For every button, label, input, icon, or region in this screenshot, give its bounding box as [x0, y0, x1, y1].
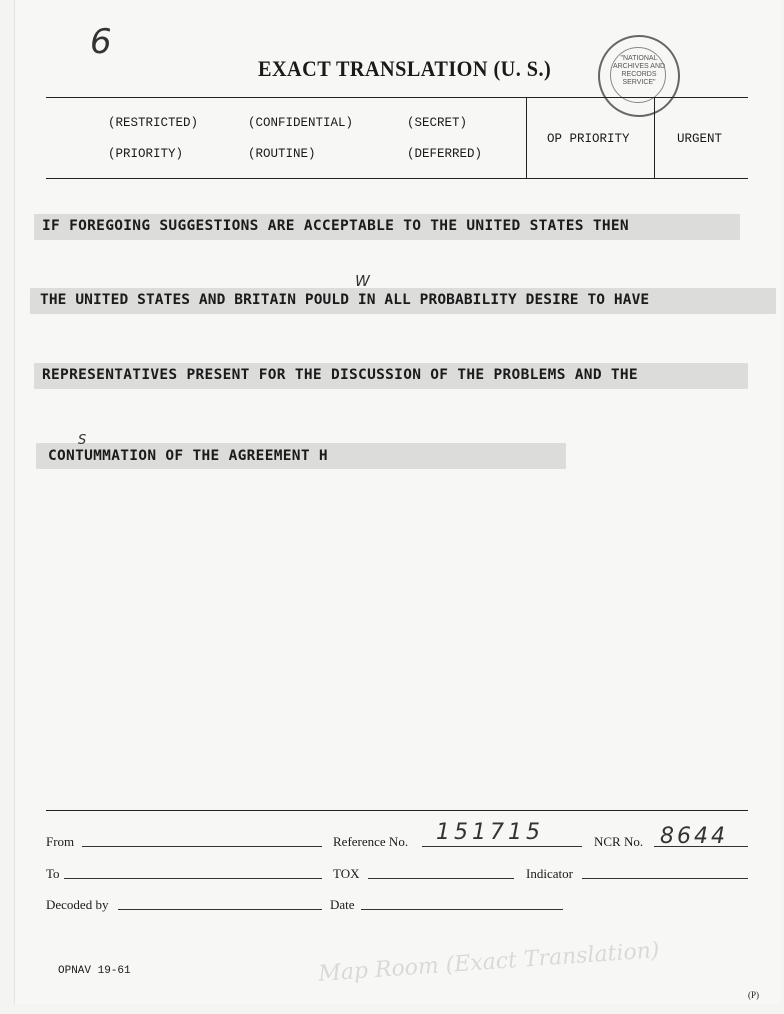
date-line	[361, 909, 563, 910]
ncr-value: 8644	[660, 824, 728, 849]
header-divider-1	[526, 97, 527, 179]
header-top-rule	[46, 97, 748, 98]
reference-line	[422, 846, 582, 847]
class-deferred: (DEFERRED)	[407, 147, 483, 161]
corner-code: (P)	[748, 990, 759, 1000]
date-label: Date	[330, 897, 355, 912]
header-divider-2	[654, 97, 655, 179]
indicator-label: Indicator	[526, 866, 573, 881]
message-line-2: THE UNITED STATES AND BRITAIN POULD IN ALL PROBABILITY DESIRE TO HAVE	[40, 292, 650, 308]
footer-top-rule	[46, 810, 748, 811]
handwritten-correction-w: W	[355, 272, 370, 290]
decoded-by-line	[118, 909, 322, 910]
class-confidential: (CONFIDENTIAL)	[248, 116, 354, 130]
handwritten-correction-s: S	[78, 433, 87, 448]
stamp-text: "NATIONAL ARCHIVES AND RECORDS SERVICE"	[612, 55, 666, 86]
to-line	[64, 878, 322, 879]
to-label: To	[46, 866, 60, 881]
class-urgent: URGENT	[677, 132, 723, 146]
class-routine: (ROUTINE)	[248, 147, 316, 161]
handwritten-page-number: 6	[90, 22, 112, 62]
document-title: EXACT TRANSLATION (U. S.)	[258, 56, 552, 81]
class-op-priority: OP PRIORITY	[547, 132, 630, 146]
class-secret: (SECRET)	[407, 116, 468, 130]
from-label: From	[46, 834, 75, 849]
class-priority: (PRIORITY)	[108, 147, 184, 161]
archive-stamp	[598, 35, 680, 117]
ncr-label: NCR No.	[594, 834, 644, 849]
tox-label: TOX	[333, 866, 360, 881]
tox-line	[368, 878, 514, 879]
reference-value: 151715	[436, 820, 544, 845]
message-line-4: CONTUMMATION OF THE AGREEMENT H	[48, 448, 328, 464]
form-number: OPNAV 19-61	[58, 965, 131, 977]
faded-pencil-note: Map Room (Exact Translation)	[317, 938, 661, 987]
message-line-3: REPRESENTATIVES PRESENT FOR THE DISCUSSION OF THE PROBLEMS AND THE	[42, 367, 638, 383]
from-line	[82, 846, 322, 847]
message-line-1: IF FOREGOING SUGGESTIONS ARE ACCEPTABLE TO THE UNITED STATES THEN	[42, 218, 629, 234]
indicator-line	[582, 878, 748, 879]
header-bottom-rule	[46, 178, 748, 179]
decoded-by-label: Decoded by	[46, 897, 109, 912]
class-restricted: (RESTRICTED)	[108, 116, 199, 130]
reference-label: Reference No.	[333, 834, 409, 849]
